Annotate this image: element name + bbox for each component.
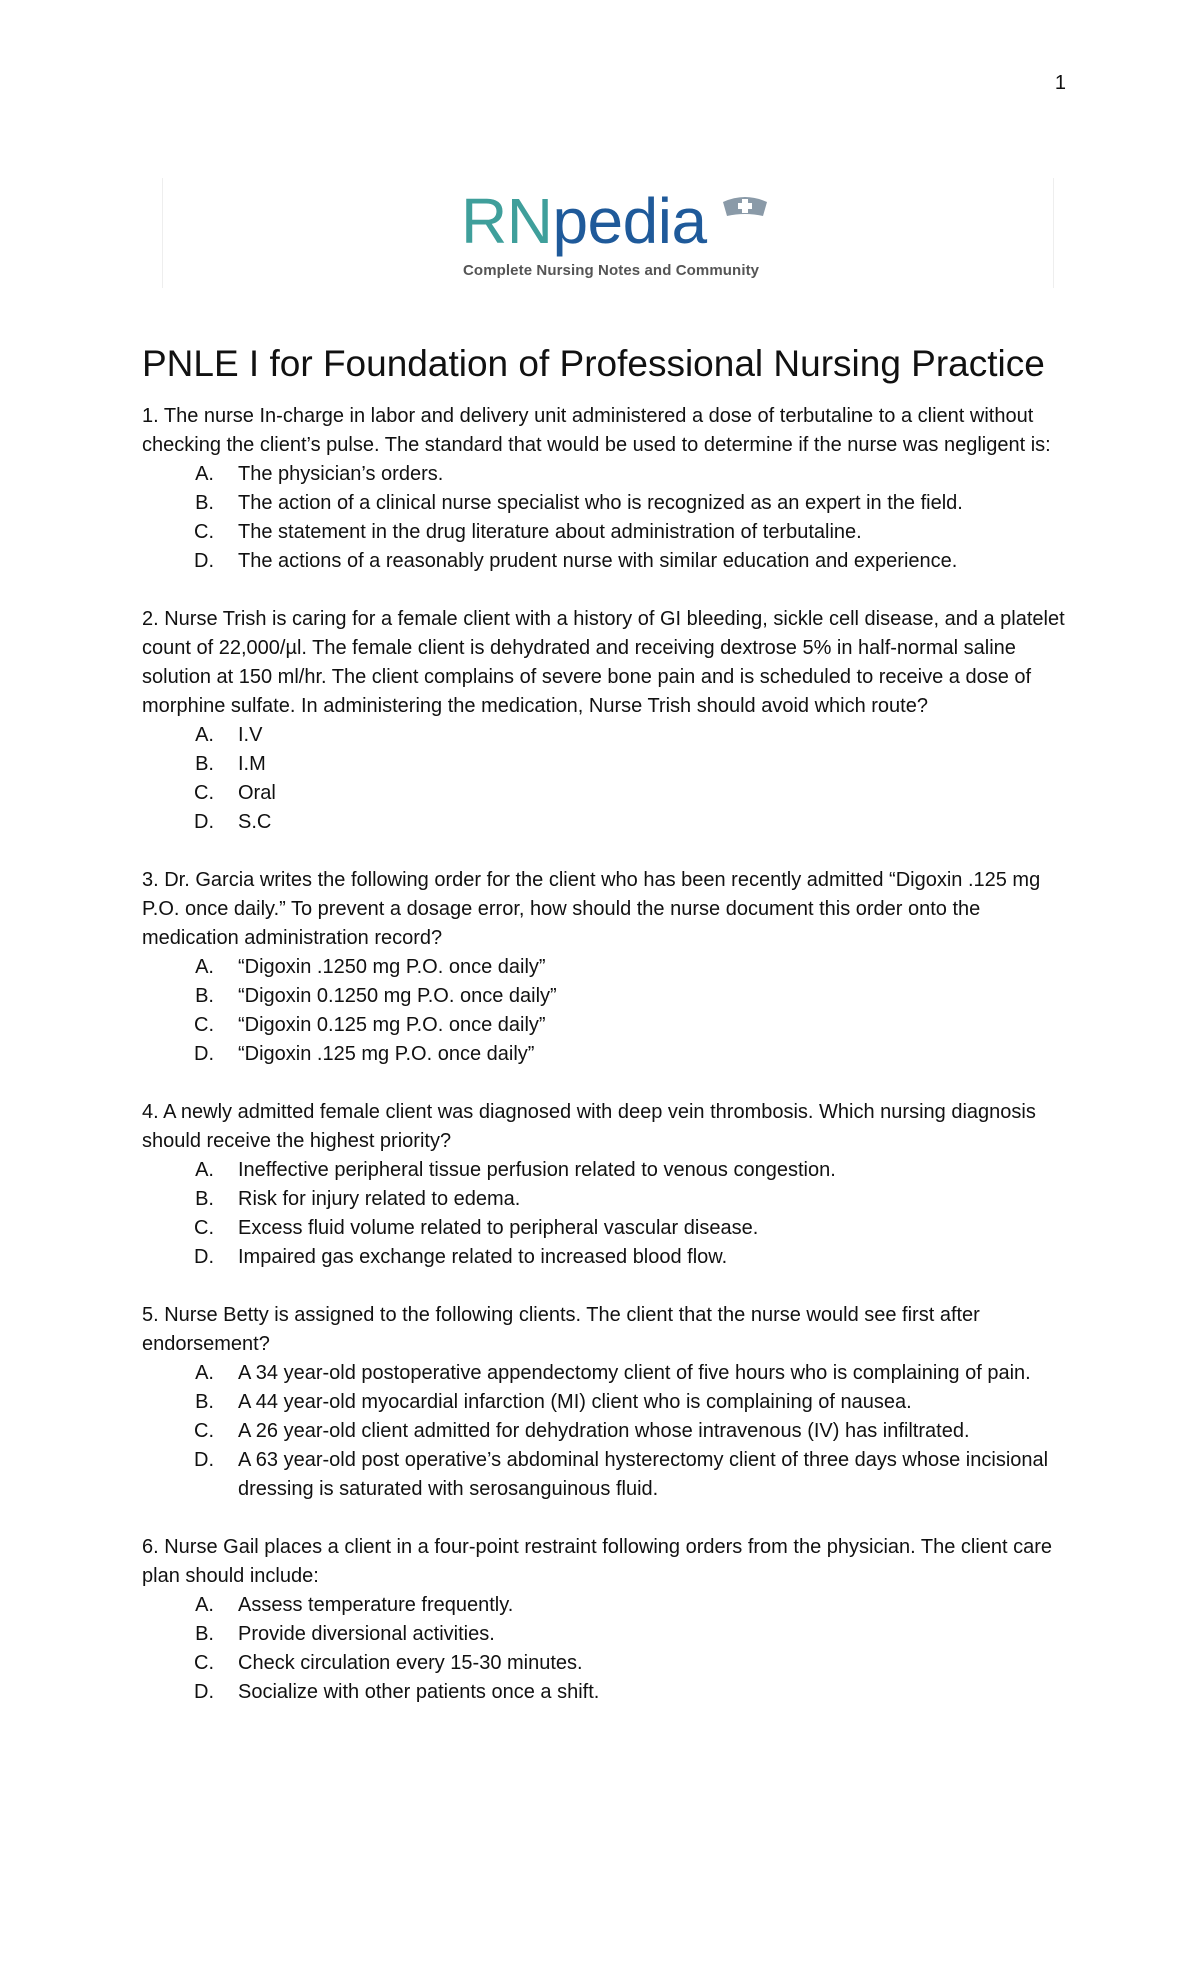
answer-option-c xyxy=(142,1011,1072,1040)
question-3 xyxy=(142,866,1072,1069)
option-text: Socialize with other patients once a shift. xyxy=(238,1681,600,1703)
option-text: The action of a clinical nurse specialist who is recognized as an expert in the field. xyxy=(238,492,963,514)
answer-options xyxy=(142,1156,1072,1272)
answer-option-d xyxy=(142,547,1072,576)
option-letter: A. xyxy=(195,724,214,746)
answer-option-d xyxy=(142,1243,1072,1272)
answer-option-b xyxy=(142,1620,1072,1649)
question-text: 2. Nurse Trish is caring for a female client with a history of GI bleeding, sickle cell disease, and a platelet count of 22,000/µl. The female client is dehydrated and receiving dextrose 5% in half-normal saline solution at 150 ml/hr. The client complains of severe bone pain and is scheduled to receive a dose of morphine sulfate. In administering the medication, Nurse Trish should avoid which route? xyxy=(142,608,1065,717)
option-letter: A. xyxy=(195,1594,214,1616)
option-text: A 63 year-old post operative’s abdominal hysterectomy client of three days whose incisional dressing is saturated with serosanguinous fluid. xyxy=(238,1449,1049,1500)
option-letter: C. xyxy=(194,782,214,804)
option-letter: D. xyxy=(194,1449,214,1471)
question-text: 1. The nurse In-charge in labor and delivery unit administered a dose of terbutaline to a client without checking the client’s pulse. The standard that would be used to determine if the nurse was negligent is: xyxy=(142,405,1051,456)
answer-option-c xyxy=(142,1417,1072,1446)
option-text: I.M xyxy=(238,753,266,775)
answer-option-a xyxy=(142,953,1072,982)
answer-option-b xyxy=(142,489,1072,518)
option-text: “Digoxin 0.125 mg P.O. once daily” xyxy=(238,1014,546,1036)
page-number: 1 xyxy=(1054,72,1066,94)
option-letter: D. xyxy=(194,1246,214,1268)
question-2 xyxy=(142,605,1072,837)
document-content xyxy=(142,338,1072,1736)
question-5 xyxy=(142,1301,1072,1504)
logo-wordmark xyxy=(461,184,707,258)
option-text: A 34 year-old postoperative appendectomy client of five hours who is complaining of pain. xyxy=(238,1362,1031,1384)
option-text: “Digoxin .1250 mg P.O. once daily” xyxy=(238,956,546,978)
option-text: The physician’s orders. xyxy=(238,463,444,485)
option-text: The statement in the drug literature about administration of terbutaline. xyxy=(238,521,862,543)
question-text: 3. Dr. Garcia writes the following order for the client who has been recently admitted “Digoxin .125 mg P.O. once daily.” To prevent a dosage error, how should the nurse document this order onto the medication administration record? xyxy=(142,869,1041,949)
option-text: The actions of a reasonably prudent nurse with similar education and experience. xyxy=(238,550,958,572)
option-letter: C. xyxy=(194,1217,214,1239)
question-6 xyxy=(142,1533,1072,1707)
option-letter: A. xyxy=(195,1159,214,1181)
option-text: Ineffective peripheral tissue perfusion related to venous congestion. xyxy=(238,1159,836,1181)
option-letter: C. xyxy=(194,521,214,543)
option-letter: C. xyxy=(194,1420,214,1442)
option-letter: D. xyxy=(194,811,214,833)
option-text: Excess fluid volume related to peripheral vascular disease. xyxy=(238,1217,759,1239)
option-text: I.V xyxy=(238,724,263,746)
option-letter: B. xyxy=(195,753,214,775)
option-text: S.C xyxy=(238,811,272,833)
answer-options xyxy=(142,953,1072,1069)
answer-option-c xyxy=(142,1214,1072,1243)
question-text: 6. Nurse Gail places a client in a four-point restraint following orders from the physician. The client care plan should include: xyxy=(142,1536,1053,1587)
logo-banner xyxy=(162,178,1054,288)
nurse-cap-icon xyxy=(719,192,771,224)
question-text: 4. A newly admitted female client was diagnosed with deep vein thrombosis. Which nursing diagnosis should receive the highest priority? xyxy=(142,1101,1036,1152)
answer-option-c xyxy=(142,518,1072,547)
logo-brand-pedia: pedia xyxy=(552,185,707,257)
answer-options xyxy=(142,460,1072,576)
option-letter: B. xyxy=(195,1623,214,1645)
option-letter: D. xyxy=(194,1043,214,1065)
option-letter: B. xyxy=(195,985,214,1007)
option-letter: D. xyxy=(194,1681,214,1703)
rnpedia-logo xyxy=(461,184,761,284)
option-text: Check circulation every 15-30 minutes. xyxy=(238,1652,583,1674)
logo-brand-rn: RN xyxy=(461,185,553,257)
answer-options xyxy=(142,1359,1072,1504)
question-text: 5. Nurse Betty is assigned to the following clients. The client that the nurse would see first after endorsement? xyxy=(142,1304,980,1355)
option-text: Provide diversional activities. xyxy=(238,1623,495,1645)
answer-option-a xyxy=(142,721,1072,750)
answer-option-b xyxy=(142,1185,1072,1214)
answer-option-d xyxy=(142,1446,1072,1504)
answer-option-a xyxy=(142,1591,1072,1620)
option-letter: A. xyxy=(195,956,214,978)
answer-option-d xyxy=(142,1678,1072,1707)
answer-option-a xyxy=(142,460,1072,489)
option-letter: D. xyxy=(194,550,214,572)
option-letter: B. xyxy=(195,1188,214,1210)
option-text: Oral xyxy=(238,782,276,804)
question-list xyxy=(142,402,1072,1707)
answer-option-b xyxy=(142,750,1072,779)
option-letter: B. xyxy=(195,1391,214,1413)
option-letter: C. xyxy=(194,1652,214,1674)
answer-option-d xyxy=(142,808,1072,837)
document-title: PNLE I for Foundation of Professional Nursing Practice xyxy=(142,343,1045,384)
answer-option-c xyxy=(142,779,1072,808)
answer-options xyxy=(142,721,1072,837)
option-text: Assess temperature frequently. xyxy=(238,1594,514,1616)
answer-option-a xyxy=(142,1156,1072,1185)
option-text: A 26 year-old client admitted for dehydration whose intravenous (IV) has infiltrated. xyxy=(238,1420,970,1442)
option-letter: A. xyxy=(195,1362,214,1384)
answer-options xyxy=(142,1591,1072,1707)
answer-option-c xyxy=(142,1649,1072,1678)
logo-tagline: Complete Nursing Notes and Community xyxy=(463,262,760,279)
answer-option-b xyxy=(142,1388,1072,1417)
question-1 xyxy=(142,402,1072,576)
option-text: “Digoxin 0.1250 mg P.O. once daily” xyxy=(238,985,557,1007)
answer-option-d xyxy=(142,1040,1072,1069)
answer-option-a xyxy=(142,1359,1072,1388)
answer-option-b xyxy=(142,982,1072,1011)
option-text: Risk for injury related to edema. xyxy=(238,1188,521,1210)
option-text: A 44 year-old myocardial infarction (MI) client who is complaining of nausea. xyxy=(238,1391,912,1413)
option-letter: A. xyxy=(195,463,214,485)
option-text: Impaired gas exchange related to increased blood flow. xyxy=(238,1246,728,1268)
question-4 xyxy=(142,1098,1072,1272)
option-letter: B. xyxy=(195,492,214,514)
option-text: “Digoxin .125 mg P.O. once daily” xyxy=(238,1043,535,1065)
option-letter: C. xyxy=(194,1014,214,1036)
